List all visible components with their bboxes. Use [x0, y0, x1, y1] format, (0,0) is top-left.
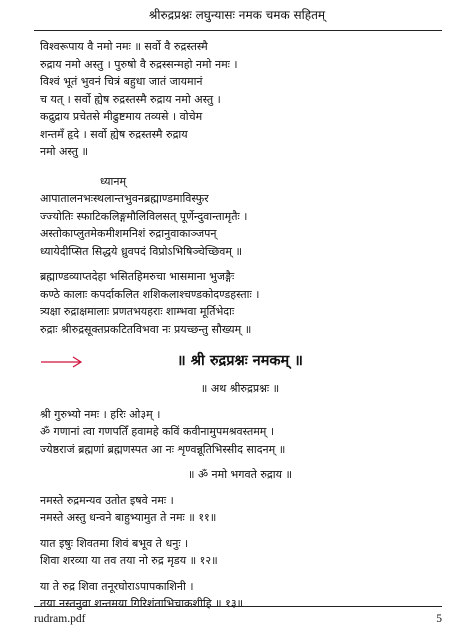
text-line: ॐ गणानां त्वा गणपति हवामहे कविं कवीनामुपमश्रवस्तमम् ।: [40, 425, 275, 438]
document-body: [40, 38, 440, 613]
footer-filename: rudram.pdf: [34, 613, 86, 625]
section-heading: [40, 344, 440, 378]
text-line: शिवा शरव्या या तव तया नो रुद्र मृडय ॥ १२॥: [40, 554, 218, 567]
page-number: 5: [436, 613, 442, 625]
text-line: ब्रह्माण्डव्याप्तदेहा भसितहिमरुचा भासमाना भुजङ्गैः: [40, 270, 235, 283]
verse-12: [40, 535, 440, 570]
om-namo-line: ॥ ॐ नमो भगवते रुद्राय ॥: [187, 468, 293, 481]
text-line: नमस्ते रुद्रमन्यव उतोत इषवे नमः ।: [40, 493, 174, 507]
invocation-block: [40, 406, 440, 459]
text-line: त्र्यक्षा रुद्राक्षमालाः प्रणतभयहराः शाम्भवा मूर्तिभेदाः: [40, 305, 235, 318]
verse-11: [40, 492, 440, 527]
text-line: आपातालनभःस्थलान्तभुवनब्रह्माण्डमाविस्फुर: [40, 192, 209, 205]
page-header-title: श्रीरुद्रप्रश्नः लघुन्यासः नमक चमक सहितम्: [148, 8, 326, 22]
page-footer: [34, 611, 442, 627]
verse-13: [40, 578, 440, 613]
text-line: या ते रुद्र शिवा तनूरघोराऽपापकाशिनी ।: [40, 579, 194, 593]
text-line: नमो अस्तु ॥: [40, 145, 89, 158]
text-line: यात इषुः शिवतमा शिवं बभूव ते धनुः ।: [40, 536, 189, 550]
text-line: रुद्राः श्रीरुद्रसूक्तप्रकटितविभवा नः प्रयच्छन्तु सौख्यम् ॥: [40, 322, 252, 336]
dhyanam-verse-1: [40, 190, 440, 260]
text-line: नमस्ते अस्तु धन्वने बाहुभ्यामुत ते नमः ॥ ११॥: [40, 511, 217, 524]
text-line: शन्तम हृदे । सर्वो ह्येष रुद्रस्तस्मै रुद्राय: [40, 127, 188, 141]
section-heading-title: ॥ श्री रुद्रप्रश्नः नमकम् ॥: [177, 352, 303, 369]
atha-line: ॥ अथ श्रीरुद्रप्रश्नः ॥: [200, 382, 280, 395]
text-line: ध्यायेदीप्सित सिद्धये ध्रुवपदं विप्रोऽभिषिञ्चेच्छिवम् ॥: [40, 244, 243, 258]
header-rule: [34, 30, 442, 31]
text-line: च यत् । सर्वो ह्येष रुद्रस्तस्मै रुद्राय नमो अस्तु ।: [40, 92, 221, 106]
text-line: विश्वरूपाय वै नमो नमः ॥ सर्वो वै रुद्रस्तस्मै: [40, 40, 208, 53]
text-line: ज्येष्ठराजं ब्रह्मणां ब्रह्मणस्पत आ नः शृण्वन्नूतिभिस्सीद सादनम् ॥: [40, 442, 286, 456]
intro-block: [40, 38, 440, 161]
text-line: विश्वं भूतं भुवनं चित्रं बहुधा जातं जायमानं: [40, 75, 203, 88]
text-line: श्री गुरुभ्यो नमः । हरिः ओ३म् ।: [40, 407, 161, 421]
text-line: रुद्राय नमो अस्तु । पुरुषो वै रुद्रस्सन्महो नमो नमः ।: [40, 57, 238, 71]
dhyanam-verse-2: [40, 268, 440, 338]
text-line: कद्रुद्राय प्रचेतसे मीढुष्टमाय तव्यसे । वोचेम: [40, 110, 203, 123]
dhyanam-label: ध्यानम्: [100, 174, 127, 188]
text-line: तया नस्तनुवा शन्तमया गिरिशंताभिचाकशीहि ॥ १३॥: [40, 597, 244, 610]
footer-rule: [34, 606, 442, 607]
text-line: अस्तोकाप्लुतमेकमीशमनिशं रुद्रानुवाकाञ्जपन्: [40, 227, 217, 240]
text-line: कण्ठे कालाः कपर्दाकलित शशिकलाश्चण्डकोदण्डहस्ताः ।: [40, 287, 260, 301]
text-line: ज्ज्योतिः स्फाटिकलिङ्गमौलिविलसत् पूर्णेन्दुवान्तामृतैः ।: [40, 209, 248, 223]
